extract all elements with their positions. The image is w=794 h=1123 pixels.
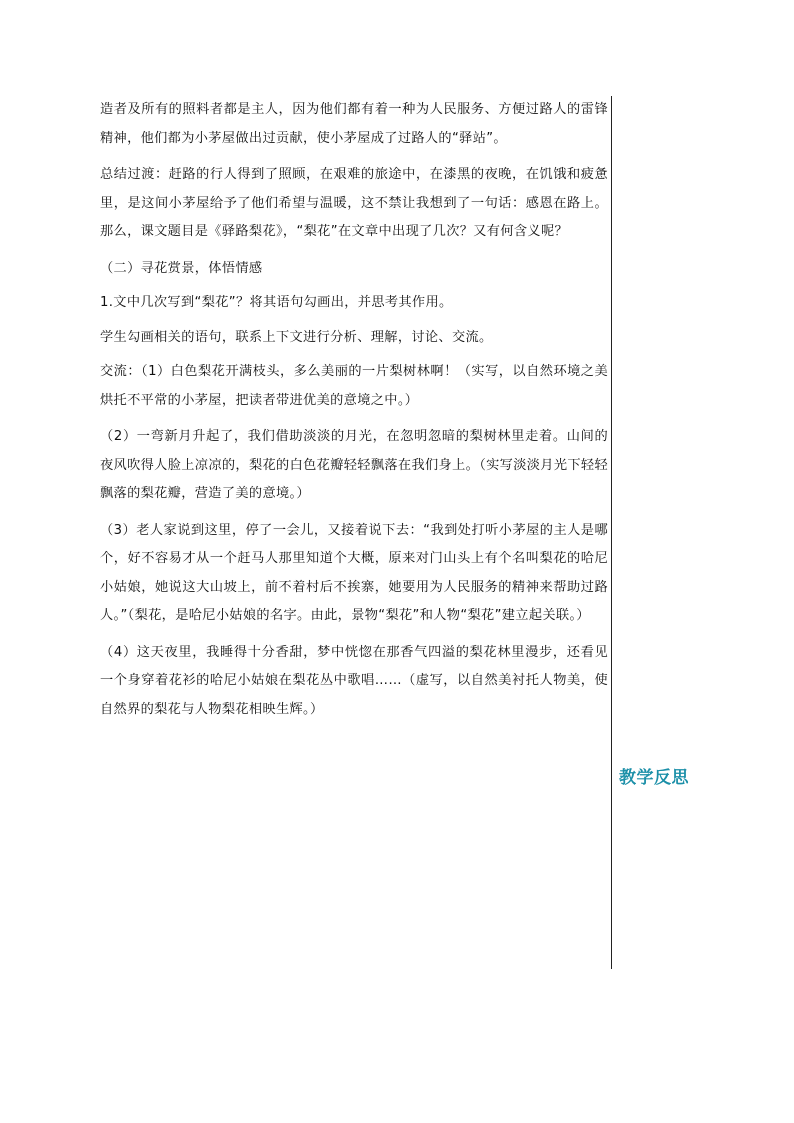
column-divider <box>611 96 612 969</box>
paragraph-summary-transition: 总结过渡：赶路的行人得到了照顾，在艰难的旅途中，在漆黑的夜晚，在饥饿和疲惫里，是这间小茅屋给予了他们希望与温暖，这不禁让我想到了一句话：感恩在路上。那么，课文题目是《驿路梨花》，“梨花”在文章中出现了几次？又有何含义呢？ <box>100 167 608 239</box>
paragraph-caretakers: 造者及所有的照料者都是主人，因为他们都有着一种为人民服务、方便过路人的雷锋精神，他们都为小茅屋做出过贡献，使小茅屋成了过路人的“驿站”。 <box>100 102 608 146</box>
lesson-body <box>100 96 608 724</box>
discussion-item-3: （3）老人家说到这里，停了一会儿，又接着说下去：“我到处打听小茅屋的主人是哪个，好不容易才从一个赶马人那里知道个大概，原来对门山头上有个名叫梨花的哈尼小姑娘，她说这大山坡上，前不着村后不挨寨，她要用为人民服务的精神来帮助过路人。”（梨花，是哈尼小姑娘的名字。由此，景物“梨花”和人物“梨花”建立起关联。） <box>100 522 608 623</box>
section-heading-pear-blossom: （二）寻花赏景，体悟情感 <box>100 260 263 276</box>
discussion-item-1: 交流：（1）白色梨花开满枝头，多么美丽的一片梨树林啊！（实写，以自然环境之美烘托不平常的小茅屋，把读者带进优美的意境之中。） <box>100 364 608 408</box>
question-pear-blossom-count: 1.文中几次写到“梨花”？将其语句勾画出，并思考其作用。 <box>100 295 453 310</box>
teaching-reflection-title: 教学反思 <box>619 768 689 788</box>
discussion-item-4: （4）这天夜里，我睡得十分香甜，梦中恍惚在那香气四溢的梨花林里漫步，还看见一个身穿着花衫的哈尼小姑娘在梨花丛中歌唱……（虚写，以自然美衬托人物美，使自然界的梨花与人物梨花相映生辉。） <box>100 644 608 717</box>
student-activity: 学生勾画相关的语句，联系上下文进行分析、理解，讨论、交流。 <box>100 329 493 345</box>
discussion-item-2: （2）一弯新月升起了，我们借助淡淡的月光，在忽明忽暗的梨树林里走着。山间的夜风吹得人脸上凉凉的，梨花的白色花瓣轻轻飘落在我们身上。（实写淡淡月光下轻轻飘落的梨花瓣，营造了美的意境。） <box>100 429 608 501</box>
